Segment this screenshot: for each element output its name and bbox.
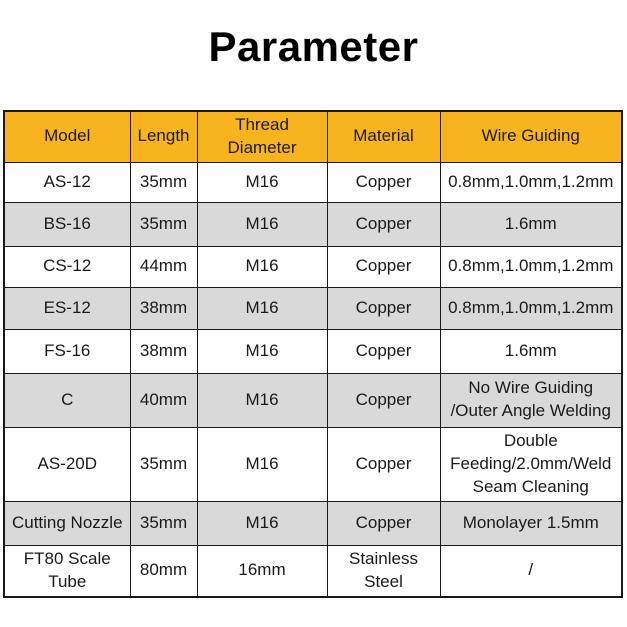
cell-thread-diameter: M16 bbox=[197, 287, 327, 329]
table-row bbox=[4, 545, 622, 596]
cell-thread-diameter: M16 bbox=[197, 202, 327, 246]
cell-wire-guiding: 0.8mm,1.0mm,1.2mm bbox=[440, 162, 622, 202]
table-row bbox=[4, 287, 622, 329]
cell-material: Copper bbox=[327, 329, 440, 373]
table-row bbox=[4, 373, 622, 427]
table-row bbox=[4, 501, 622, 545]
cell-length: 35mm bbox=[130, 427, 197, 501]
page-title: Parameter bbox=[208, 23, 419, 70]
cell-length: 35mm bbox=[130, 501, 197, 545]
cell-model: FT80 Scale Tube bbox=[4, 545, 130, 596]
cell-material: Stainless Steel bbox=[327, 545, 440, 596]
cell-length: 35mm bbox=[130, 202, 197, 246]
cell-wire-guiding: Double Feeding/2.0mm/Weld Seam Cleaning bbox=[440, 427, 622, 501]
cell-model: C bbox=[4, 373, 130, 427]
cell-material: Copper bbox=[327, 501, 440, 545]
table-row bbox=[4, 427, 622, 501]
cell-model: AS-20D bbox=[4, 427, 130, 501]
cell-model: BS-16 bbox=[4, 202, 130, 246]
cell-length: 40mm bbox=[130, 373, 197, 427]
cell-model: FS-16 bbox=[4, 329, 130, 373]
cell-wire-guiding: 1.6mm bbox=[440, 329, 622, 373]
cell-wire-guiding: 0.8mm,1.0mm,1.2mm bbox=[440, 246, 622, 287]
cell-material: Copper bbox=[327, 162, 440, 202]
parameter-table bbox=[3, 110, 623, 598]
cell-thread-diameter: 16mm bbox=[197, 545, 327, 596]
cell-material: Copper bbox=[327, 287, 440, 329]
column-header-material: Material bbox=[327, 111, 440, 162]
cell-material: Copper bbox=[327, 246, 440, 287]
cell-wire-guiding: 0.8mm,1.0mm,1.2mm bbox=[440, 287, 622, 329]
cell-material: Copper bbox=[327, 373, 440, 427]
cell-length: 80mm bbox=[130, 545, 197, 596]
cell-wire-guiding: Monolayer 1.5mm bbox=[440, 501, 622, 545]
table-header-row bbox=[4, 111, 622, 162]
cell-thread-diameter: M16 bbox=[197, 501, 327, 545]
table-row bbox=[4, 202, 622, 246]
cell-model: Cutting Nozzle bbox=[4, 501, 130, 545]
cell-model: CS-12 bbox=[4, 246, 130, 287]
cell-material: Copper bbox=[327, 427, 440, 501]
cell-wire-guiding: / bbox=[440, 545, 622, 596]
column-header-length: Length bbox=[130, 111, 197, 162]
cell-material: Copper bbox=[327, 202, 440, 246]
cell-thread-diameter: M16 bbox=[197, 329, 327, 373]
cell-model: ES-12 bbox=[4, 287, 130, 329]
cell-length: 35mm bbox=[130, 162, 197, 202]
cell-wire-guiding: No Wire Guiding /Outer Angle Welding bbox=[440, 373, 622, 427]
table-row bbox=[4, 329, 622, 373]
cell-thread-diameter: M16 bbox=[197, 162, 327, 202]
cell-model: AS-12 bbox=[4, 162, 130, 202]
column-header-model: Model bbox=[4, 111, 130, 162]
cell-thread-diameter: M16 bbox=[197, 246, 327, 287]
cell-thread-diameter: M16 bbox=[197, 427, 327, 501]
cell-length: 44mm bbox=[130, 246, 197, 287]
column-header-thread-diameter: Thread Diameter bbox=[197, 111, 327, 162]
table-row bbox=[4, 162, 622, 202]
column-header-wire-guiding: Wire Guiding bbox=[440, 111, 622, 162]
cell-length: 38mm bbox=[130, 287, 197, 329]
table-row bbox=[4, 246, 622, 287]
cell-length: 38mm bbox=[130, 329, 197, 373]
cell-thread-diameter: M16 bbox=[197, 373, 327, 427]
cell-wire-guiding: 1.6mm bbox=[440, 202, 622, 246]
